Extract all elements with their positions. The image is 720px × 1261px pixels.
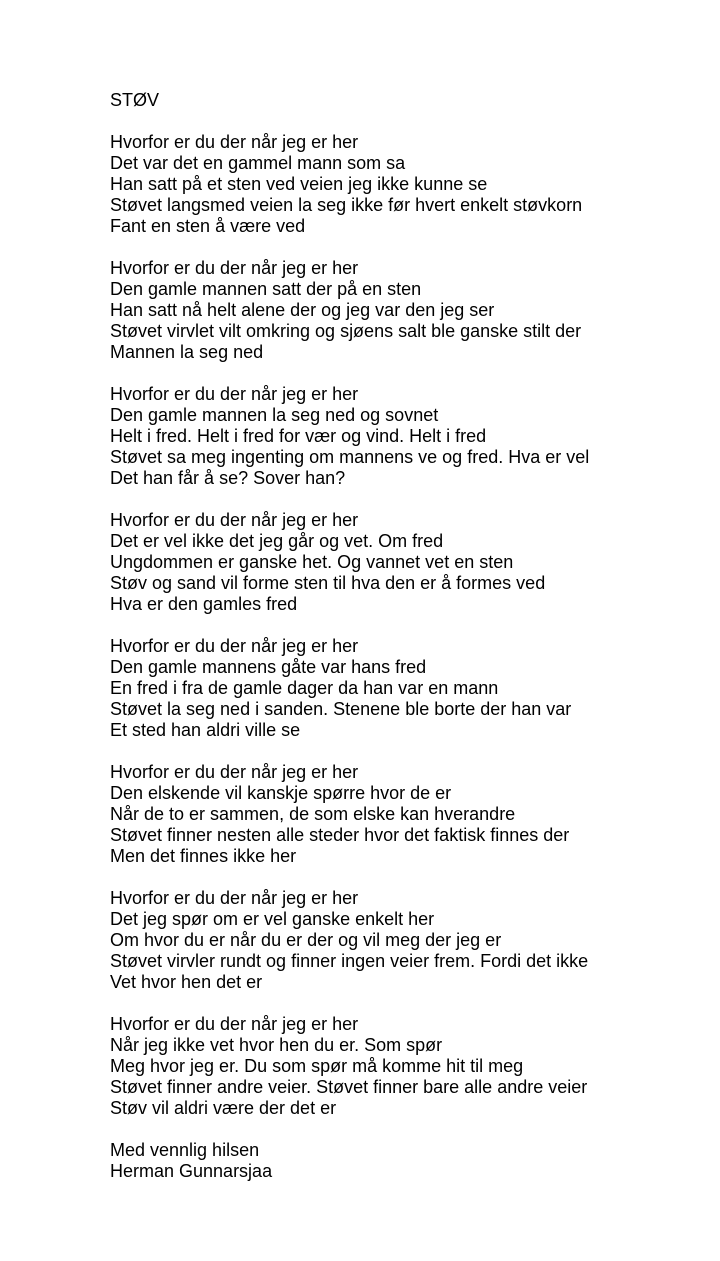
poem-line: Når jeg ikke vet hvor hen du er. Som spør	[110, 1035, 443, 1055]
poem-line: Hvorfor er du der når jeg er her	[110, 888, 359, 908]
poem-line: Støvet finner nesten alle steder hvor det faktisk finnes der	[110, 825, 570, 845]
stanza	[110, 636, 690, 762]
stanza	[110, 510, 690, 636]
closing-text: Med vennlig hilsen	[110, 1140, 260, 1160]
poem-line: Hvorfor er du der når jeg er her	[110, 384, 359, 404]
poem-line: Det er vel ikke det jeg går og vet. Om fred	[110, 531, 444, 551]
poem-line: Meg hvor jeg er. Du som spør må komme hit til meg	[110, 1056, 524, 1076]
poem-line: Mannen la seg ned	[110, 342, 264, 362]
poem-line: Det han får å se? Sover han?	[110, 468, 346, 488]
poem-line: Hvorfor er du der når jeg er her	[110, 636, 359, 656]
poem-line: Vet hvor hen det er	[110, 972, 263, 992]
poem-line: Hvorfor er du der når jeg er her	[110, 132, 359, 152]
poem-line: Ungdommen er ganske het. Og vannet vet en sten	[110, 552, 514, 572]
poem-line: Om hvor du er når du er der og vil meg der jeg er	[110, 930, 502, 950]
poem-line: Støvet finner andre veier. Støvet finner bare alle andre veier	[110, 1077, 588, 1097]
poem-line: Hvorfor er du der når jeg er her	[110, 510, 359, 530]
poem-document	[110, 90, 690, 1182]
poem-line: Fant en sten å være ved	[110, 216, 306, 236]
poem-line: Støvet sa meg ingenting om mannens ve og fred. Hva er vel	[110, 447, 590, 467]
stanza	[110, 1014, 690, 1140]
poem-line: Når de to er sammen, de som elske kan hverandre	[110, 804, 516, 824]
poem-line: Det jeg spør om er vel ganske enkelt her	[110, 909, 435, 929]
poem-line: Den gamle mannen satt der på en sten	[110, 279, 422, 299]
stanza	[110, 762, 690, 888]
stanza	[110, 132, 690, 258]
poem-line: Det var det en gammel mann som sa	[110, 153, 406, 173]
stanza	[110, 258, 690, 384]
poem-line: Han satt nå helt alene der og jeg var den jeg ser	[110, 300, 495, 320]
poem-line: Han satt på et sten ved veien jeg ikke kunne se	[110, 174, 488, 194]
stanza	[110, 888, 690, 1014]
poem-line: Men det finnes ikke her	[110, 846, 297, 866]
poem-line: En fred i fra de gamle dager da han var en mann	[110, 678, 499, 698]
poem-line: Hvorfor er du der når jeg er her	[110, 1014, 359, 1034]
signature: Herman Gunnarsjaa	[110, 1161, 273, 1181]
poem-line: Støvet virvlet vilt omkring og sjøens salt ble ganske stilt der	[110, 321, 582, 341]
poem-title: STØV	[110, 90, 160, 110]
poem-line: Støvet langsmed veien la seg ikke før hvert enkelt støvkorn	[110, 195, 583, 215]
poem-line: Hvorfor er du der når jeg er her	[110, 762, 359, 782]
poem-line: Hva er den gamles fred	[110, 594, 298, 614]
poem-line: Den elskende vil kanskje spørre hvor de er	[110, 783, 452, 803]
poem-line: Hvorfor er du der når jeg er her	[110, 258, 359, 278]
stanzas	[110, 132, 690, 1140]
poem-line: Den gamle mannen la seg ned og sovnet	[110, 405, 439, 425]
poem-line: Støv og sand vil forme sten til hva den er å formes ved	[110, 573, 546, 593]
poem-line: Støvet la seg ned i sanden. Stenene ble borte der han var	[110, 699, 572, 719]
poem-line: Den gamle mannens gåte var hans fred	[110, 657, 427, 677]
stanza	[110, 384, 690, 510]
poem-line: Støvet virvler rundt og finner ingen veier frem. Fordi det ikke	[110, 951, 589, 971]
poem-line: Helt i fred. Helt i fred for vær og vind. Helt i fred	[110, 426, 487, 446]
poem-line: Støv vil aldri være der det er	[110, 1098, 337, 1118]
poem-line: Et sted han aldri ville se	[110, 720, 301, 740]
